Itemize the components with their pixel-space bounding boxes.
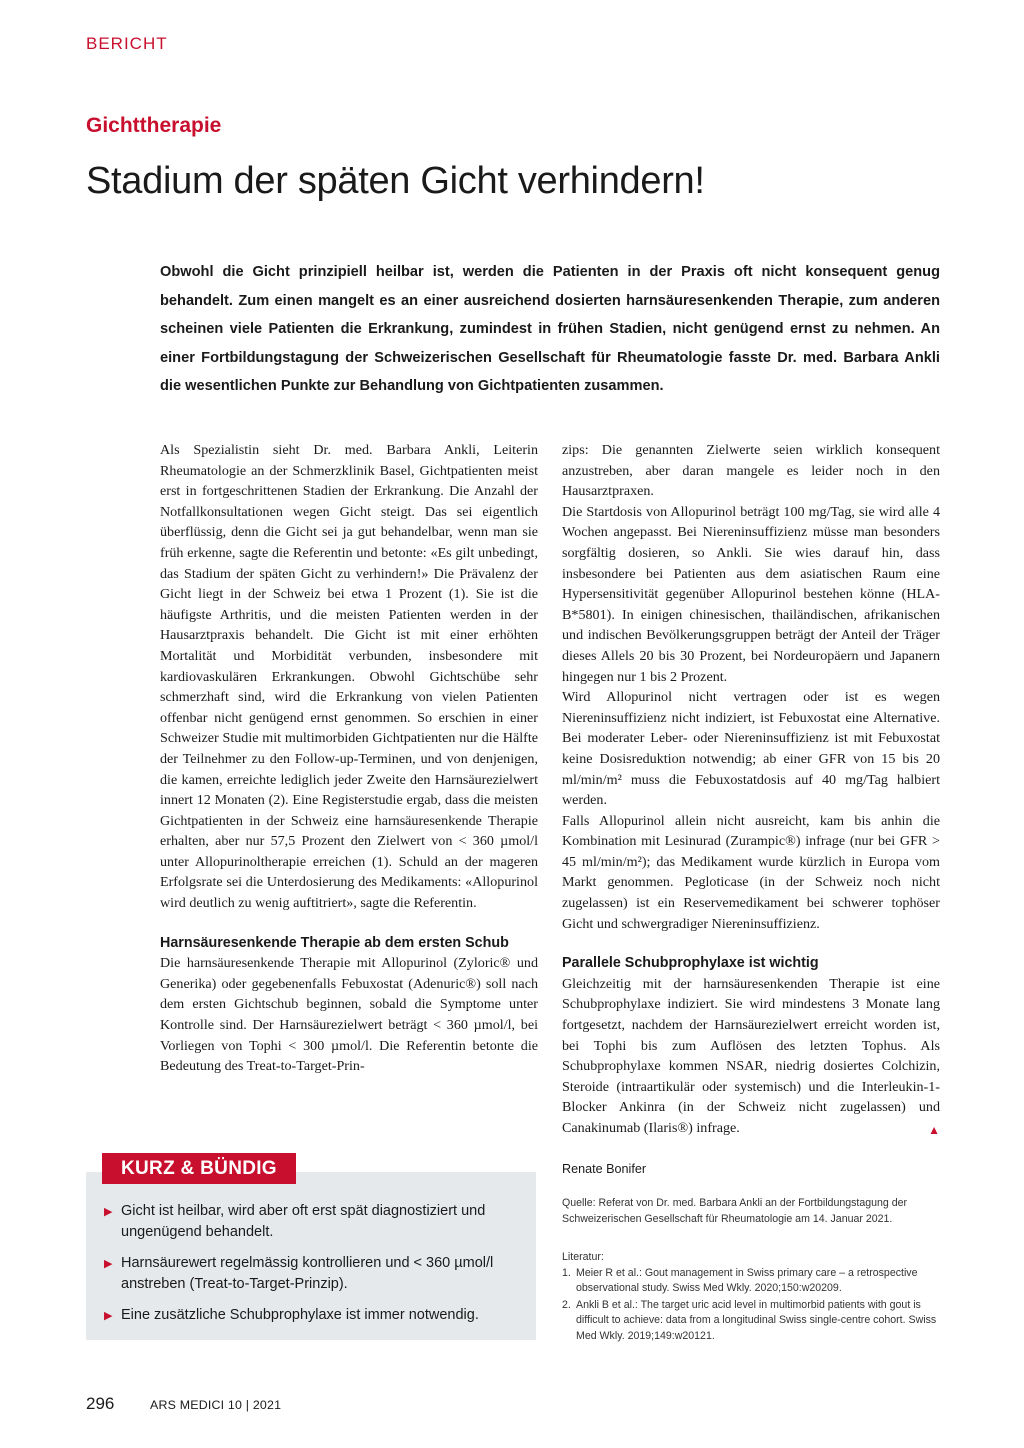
- reference-list: [562, 1266, 942, 1345]
- summary-item: ▶ Gicht ist heilbar, wird aber oft erst spät diagnostiziert und ungenügend behandelt.: [104, 1201, 524, 1243]
- summary-list: [104, 1201, 524, 1336]
- subheading-therapy: Harnsäuresenkende Therapie ab dem ersten Schub: [160, 934, 509, 951]
- summary-box-title: KURZ & BÜNDIG: [102, 1153, 296, 1184]
- page-number: 296: [86, 1394, 115, 1413]
- article-title: Stadium der späten Gicht verhindern!: [86, 160, 705, 202]
- journal-name: ARS MEDICI 10 | 2021: [150, 1398, 282, 1412]
- section-label: BERICHT: [86, 34, 168, 53]
- source-note: Quelle: Referat von Dr. med. Barbara Ankli an der Fortbildungstagung der Schweizerischen Gesellschaft für Rheumatologie am 14. Januar 2021.: [562, 1197, 908, 1225]
- left-paragraph-2: Die harnsäuresenkende Therapie mit Allopurinol (Zyloric® und Generika) oder gegebenenfalls Febuxostat (Adenuric®) soll nach dem ersten Gichtschub beginnen, sobald die Symptome unter Kontrolle sind. Der Harnsäurezielwert beträgt < 360 µmol/l, bei Vorliegen von Tophi < 300 µmol/l. Die Referentin betonte die Bedeutung des Treat-to-Target-Prin-: [160, 955, 538, 1075]
- literature-label: Literatur:: [562, 1251, 604, 1263]
- subheading-prophylaxis: Parallele Schubprophylaxe ist wichtig: [562, 955, 819, 972]
- right-column: [562, 440, 940, 1141]
- end-mark-icon: ▲: [928, 1123, 940, 1137]
- right-paragraph-2: Die Startdosis von Allopurinol beträgt 100 mg/Tag, sie wird alle 4 Wochen angepasst. Bei Niereninsuffizienz müsse man besonders sorgfältig dosieren, so Ankli. Sie wies darauf hin, dass insbesondere bei Patienten aus dem asiatischen Raum eine Hypersensitivität gegenüber Allopurinol bestehen könne (HLA-B*5801). In einigen chinesischen, thailändischen, afrikanischen und indischen Bevölkerungsgruppen beträgt der Anteil der Träger dieses Allels 20 bis 30 Prozent, bei Nordeuropäern und Japanern hingegen nur 1 bis 2 Prozent.: [562, 503, 940, 685]
- right-paragraph-5: [562, 974, 940, 1139]
- reference-number: 2.: [562, 1298, 571, 1311]
- reference-item: [562, 1266, 942, 1297]
- right-paragraph-4: Falls Allopurinol allein nicht ausreicht, kam bis anhin die Kombination mit Lesinurad (Zurampic®) infrage (nur bei GFR > 45 ml/min/m²); das Medikament wurde kürzlich in Europa vom Markt genommen. Pegloticase (in der Schweiz noch nicht zugelassen) ist ein Reservemedikament bei schwerer tophöser Gicht und schwergradiger Niereninsuffizienz.: [562, 812, 940, 932]
- reference-text: Ankli B et al.: The target uric acid level in multimorbid patients with gout is difficult to achieve: data from a longitudinal Swiss single-centre cohort. Swiss Med Wkly. 2019;149:w20121.: [576, 1298, 937, 1342]
- right-paragraph-5-text: Gleichzeitig mit der harnsäuresenkenden Therapie ist eine Schubprophylaxe indiziert. Sie wird mindestens 3 Monate lang fortgesetzt, nachdem der Harnsäurezielwert erreicht worden ist, bei Tophi bis zum Auflösen des letzten Tophus. Als Schubprophylaxe kommen NSAR, niedrig dosiertes Colchizin, Steroide (intraartikulär oder systemisch) und die Interleukin-1-Blocker Ankinra (in der Schweiz nicht zugelassen) und Canakinumab (Ilaris®) infrage.: [562, 975, 940, 1136]
- left-paragraph-1: Als Spezialistin sieht Dr. med. Barbara Ankli, Leiterin Rheumatologie an der Schmerzklinik Basel, Gichtpatienten meist erst in fortgeschrittenen Stadien der Erkrankung. Die Anzahl der Notfallkonsultationen wegen Gicht steigt. Das sei eigentlich überflüssig, denn die Gicht sei ja gut behandelbar, wenn man sie früh erkenne, sagte die Referentin und betonte: «Es gilt unbedingt, das Stadium der späten Gicht zu verhindern!» Die Prävalenz der Gicht liegt in der Schweiz bei etwa 1 Prozent (1). Sie ist die häufigste Arthritis, und die meisten Patienten werden in der Hausarztpraxis behandelt. Die Gicht ist mit einer erhöhten Mortalität und Morbidität verbunden, insbesondere mit kardiovaskulären Erkrankungen. Obwohl Gichtschübe sehr schmerzhaft sind, wird die Erkrankung von vielen Patienten offenbar nicht genügend ernst genommen. So erschien in einer Schweizer Studie mit multimorbiden Gichtpatienten nur die Hälfte der Teilnehmer zu den Follow-up-Terminen, und von denjenigen, die kamen, erreichte lediglich jeder Zweite den Harnsäurezielwert innert 12 Monaten (2). Eine Registerstudie ergab, dass die meisten Gichtpatienten in der Schweiz eine harnsäuresenkende Therapie erhalten, aber nur 57,5 Prozent den Zielwert von < 360 µmol/l unter Allopurinoltherapie erreichen (1). Schuld an der mageren Erfolgsrate sei die Unterdosierung des Medikaments: «Allopurinol wird deutlich zu wenig auftitriert», sagte die Referentin.: [160, 442, 538, 912]
- right-paragraph-3: Wird Allopurinol nicht vertragen oder ist es wegen Niereninsuffizienz nicht indiziert, ist Febuxostat eine Alternative. Bei moderater Leber- oder Niereninsuffizienz ist mit Febuxostat keine Dosisreduktion notwendig; ab einer GFR von 15 bis 20 ml/min/m² muss die Febuxostatdosis auf 40 mg/Tag halbiert werden.: [562, 689, 940, 809]
- reference-number: 1.: [562, 1267, 571, 1279]
- right-paragraph-1: zips: Die genannten Zielwerte seien wirklich konsequent anzustreben, aber daran mangele es leider noch in den Hausarztpraxen.: [562, 442, 940, 500]
- summary-item: ▶ Harnsäurewert regelmässig kontrollieren und < 360 µmol/l anstreben (Treat-to-Target-Prinzip).: [104, 1253, 524, 1295]
- reference-item: [562, 1298, 942, 1344]
- article-lead: Obwohl die Gicht prinzipiell heilbar ist, werden die Patienten in der Praxis oft nicht konsequent genug behandelt. Zum einen mangelt es an einer ausreichend dosierten harnsäuresenkenden Therapie, zum anderen scheinen viele Patienten die Erkrankung, zumindest in frühen Stadien, nicht genügend ernst zu nehmen. An einer Fortbildungstagung der Schweizerischen Gesellschaft für Rheumatologie fasste Dr. med. Barbara Ankli die wesentlichen Punkte zur Behandlung von Gichtpatienten zusammen.: [160, 264, 940, 395]
- author: Renate Bonifer: [562, 1162, 647, 1176]
- summary-item: ▶ Eine zusätzliche Schubprophylaxe ist immer notwendig.: [104, 1305, 524, 1326]
- left-column: [160, 440, 538, 1077]
- article-kicker: Gichttherapie: [86, 114, 222, 137]
- reference-text: Meier R et al.: Gout management in Swiss primary care – a retrospective observational study. Swiss Med Wkly. 2020;150:w20209.: [576, 1267, 918, 1295]
